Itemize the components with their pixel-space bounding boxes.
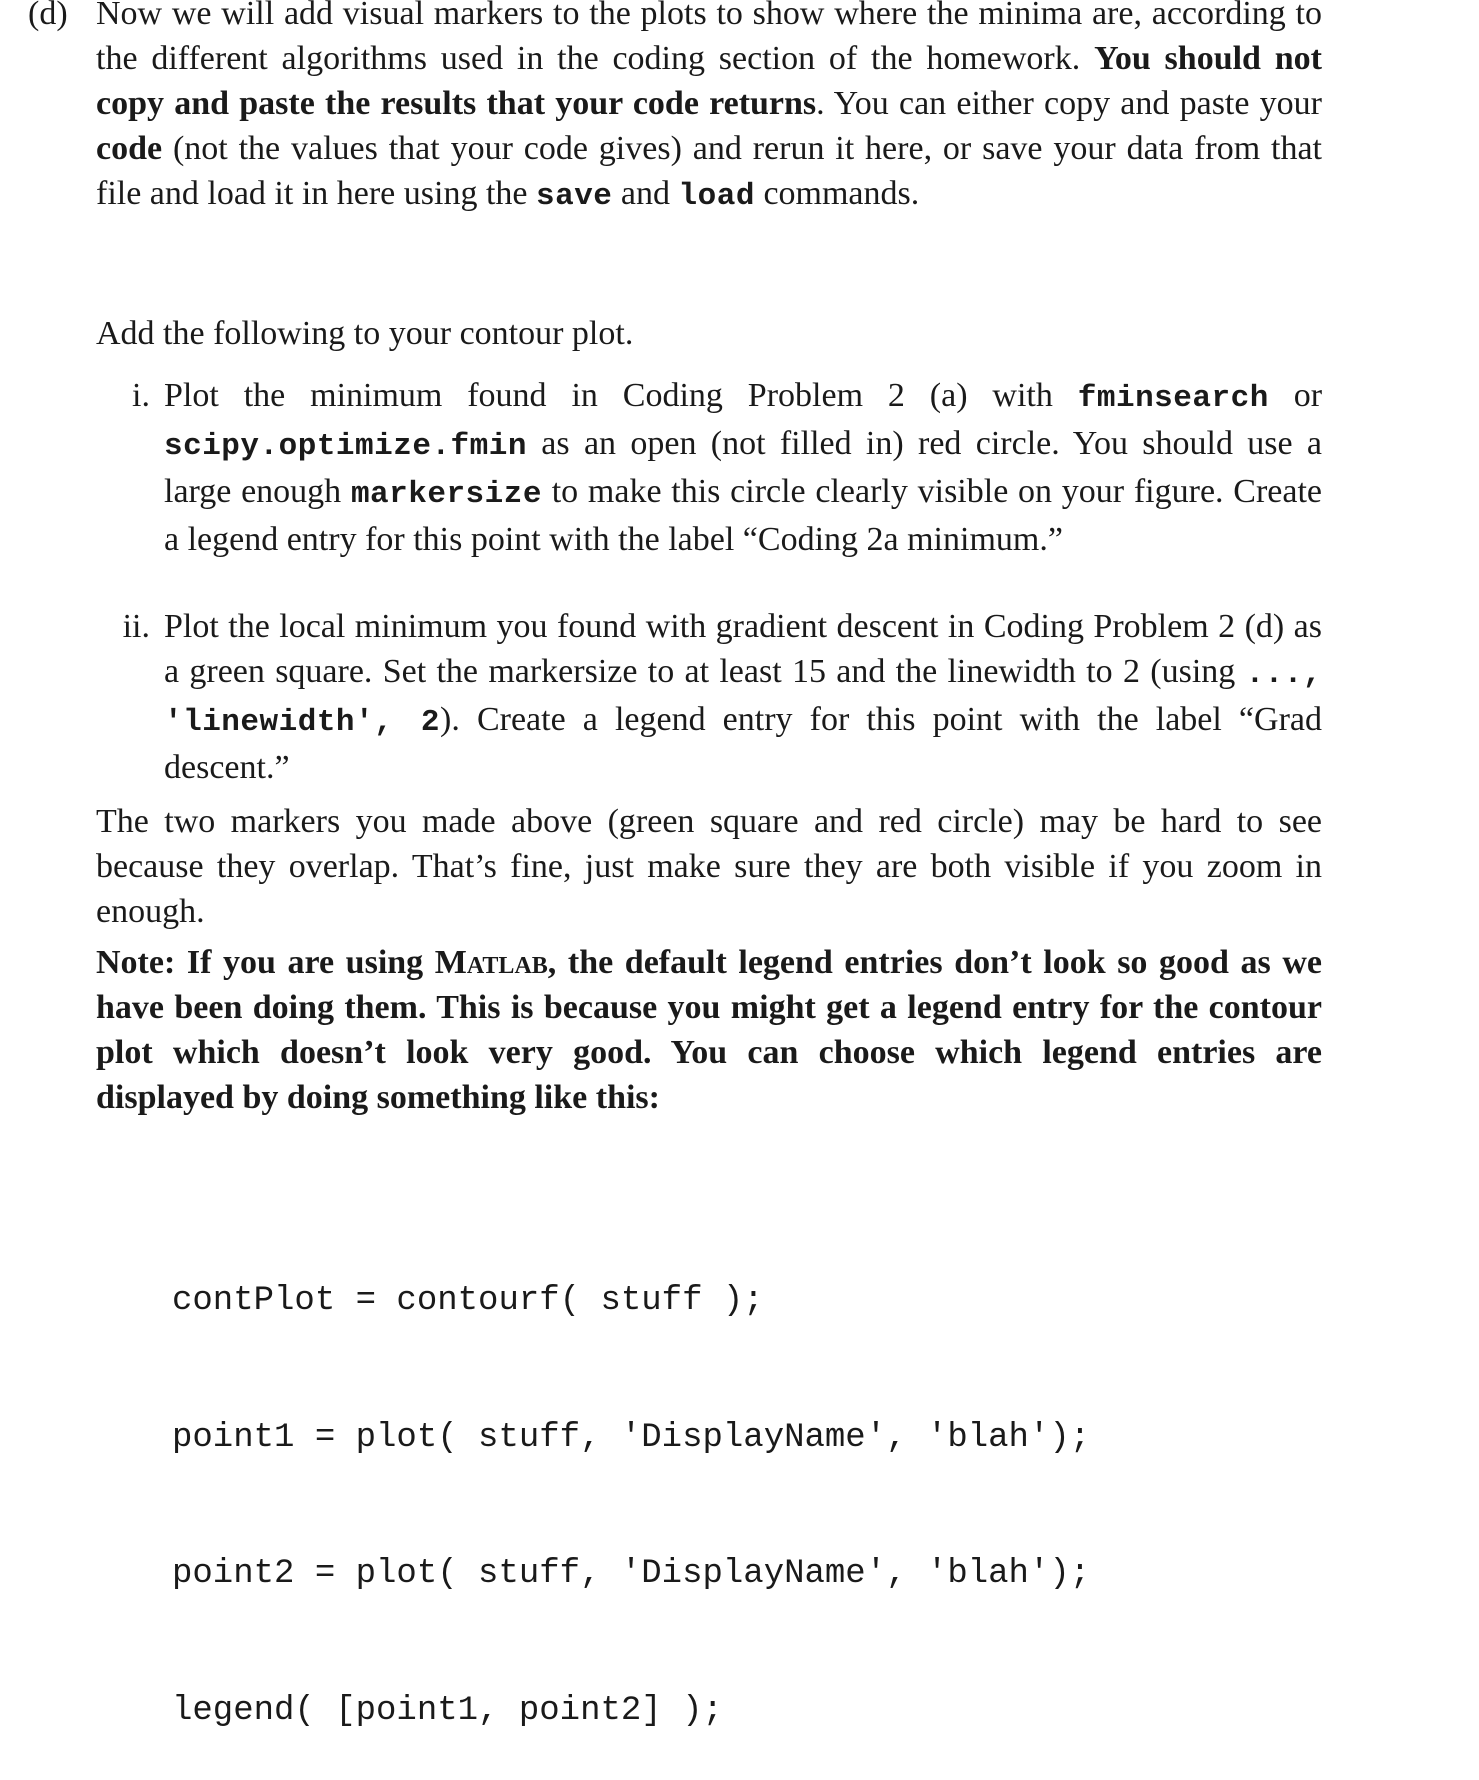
part-label: (d) (28, 0, 68, 32)
note-part-b: , the default legend entries don’t look so good as we have been doing them. This is because you might get a legend entry for the contour plot which doesn’t look very good. You can choose which legend entries are displayed by doing something like this: (96, 944, 1322, 1116)
item-2-text (164, 604, 1322, 790)
matlab-name: Matlab (434, 944, 548, 981)
save-command: save (536, 179, 613, 214)
item-2-part-a: Plot the local minimum you found with gradient descent in Coding Problem 2 (d) as a green square. Set the markersize to at least 15 and the linewidth to 2 (using (164, 608, 1322, 690)
item-1-part-b: as an open (not filled in) red circle. You should use a large enough (164, 425, 1322, 510)
note-part-a: Note: If you are using (96, 944, 424, 981)
part-sentence-3a: You can either copy and paste your (833, 85, 1322, 122)
item-1-number: i. (132, 377, 150, 414)
code-bold-word: code (96, 130, 163, 167)
part-sentence-1: Now we will add visual markers to the plots to show where the minima are, according to the different algorithms used in the coding section of the homework. (96, 0, 1322, 77)
part-sentence-3b: (not the values that your code gives) and rerun it here, or save your data from that file and load it in here using the (96, 130, 1323, 212)
overlap-paragraph: The two markers you made above (green square and red circle) may be hard to see because they overlap. That’s fine, just make sure they are both visible if you zoom in enough. (96, 803, 1322, 930)
code-line: legend( [point1, point2] ); (172, 1691, 723, 1730)
item-2-part-b: ). Create a legend entry for this point with the label “Grad descent.” (164, 701, 1322, 786)
part-d-paragraph (96, 0, 1322, 219)
warning-period: . (816, 85, 825, 122)
note-paragraph (96, 940, 1322, 1120)
code-line: contPlot = contourf( stuff ); (172, 1282, 764, 1320)
markersize-code: markersize (350, 477, 542, 512)
item-1-text (164, 373, 1322, 562)
item-1-or: or (1293, 377, 1323, 414)
intro-text: Add the following to your contour plot. (96, 315, 634, 352)
code-line: point2 = plot( stuff, 'DisplayName', 'blah'); (172, 1555, 1091, 1593)
fminsearch-code: fminsearch (1077, 381, 1269, 416)
item-2-number: ii. (122, 608, 150, 645)
load-command: load (678, 179, 755, 214)
code-line: point1 = plot( stuff, 'DisplayName', 'blah'); (172, 1418, 1091, 1457)
scipy-fmin-code: scipy.optimize.fmin (164, 429, 527, 464)
linewidth-code: ..., 'linewidth', 2 (164, 657, 1322, 740)
item-1-part-a: Plot the minimum found in Coding Problem 2 (a) with (164, 377, 1053, 414)
warning-bold-text: You should not copy and paste the results that your code returns (96, 40, 1322, 122)
and-word: and (620, 175, 671, 212)
part-sentence-end: commands. (763, 175, 920, 212)
item-1-part-c: to make this circle clearly visible on your figure. Create a legend entry for this point with the label “Coding 2a minimum.” (164, 473, 1323, 558)
code-block (172, 1188, 1090, 1780)
